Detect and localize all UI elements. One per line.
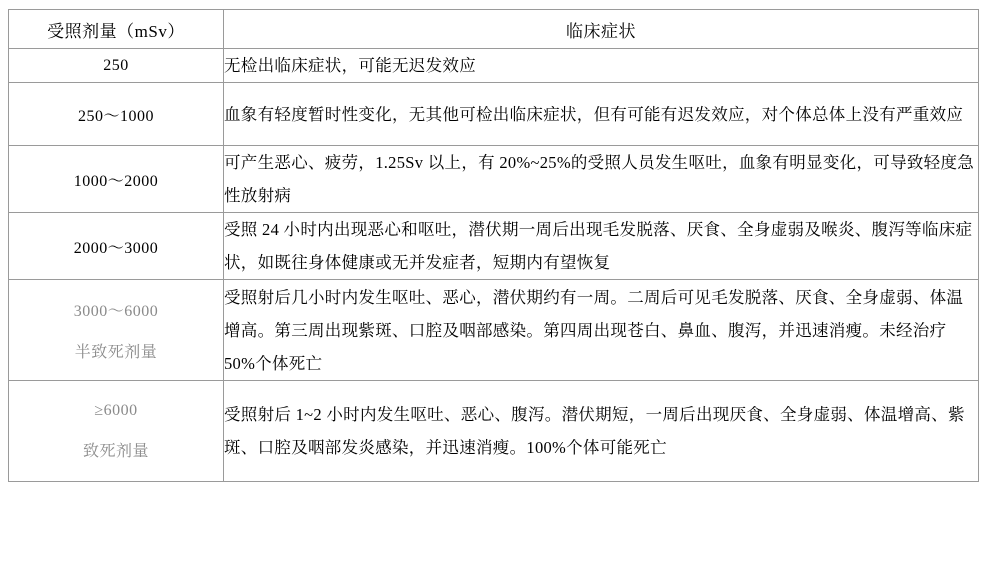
column-header-dose: 受照剂量（mSv） — [9, 10, 224, 49]
radiation-dose-symptom-table — [8, 9, 979, 482]
cell-symptoms: 受照 24 小时内出现恶心和呕吐，潜伏期一周后出现毛发脱落、厌食、全身虚弱及喉炎、腹泻等临床症状，如既往身体健康或无并发症者，短期内有望恢复 — [224, 213, 979, 280]
cell-dose-note: 半致死剂量 — [74, 344, 158, 361]
cell-dose: 250 — [9, 49, 224, 83]
cell-dose: 1000～2000 — [9, 146, 224, 213]
cell-symptoms: 受照射后 1~2 小时内发生呕吐、恶心、腹泻。潜伏期短，一周后出现厌食、全身虚弱、体温增高、紫斑、口腔及咽部发炎感染，并迅速消瘦。100%个体可能死亡 — [224, 381, 979, 482]
cell-dose-value: 3000～6000 — [73, 303, 159, 320]
cell-symptoms: 无检出临床症状，可能无迟发效应 — [224, 49, 979, 83]
table-header-row — [9, 10, 979, 49]
cell-dose: 2000～3000 — [9, 213, 224, 280]
table-row — [9, 381, 979, 482]
cell-dose-value: ≥6000 — [94, 401, 138, 419]
cell-symptoms: 可产生恶心、疲劳，1.25Sv 以上，有 20%~25%的受照人员发生呕吐，血象有明显变化，可导致轻度急性放射病 — [224, 146, 979, 213]
table-row — [9, 49, 979, 83]
table-row — [9, 146, 979, 213]
cell-symptoms: 血象有轻度暂时性变化，无其他可检出临床症状，但有可能有迟发效应，对个体总体上没有严重效应 — [224, 83, 979, 146]
cell-dose: 250～1000 — [9, 83, 224, 146]
cell-dose-note: 致死剂量 — [82, 442, 149, 460]
column-header-symptoms: 临床症状 — [224, 10, 979, 49]
cell-symptoms: 受照射后几小时内发生呕吐、恶心，潜伏期约有一周。二周后可见毛发脱落、厌食、全身虚弱、体温增高。第三周出现紫斑、口腔及咽部感染。第四周出现苍白、鼻血、腹泻，并迅速消瘦。未经治疗 50%个体死亡 — [224, 280, 979, 381]
cell-dose — [9, 280, 224, 381]
cell-dose — [9, 381, 224, 482]
table-row — [9, 213, 979, 280]
table-row — [9, 280, 979, 381]
table-row — [9, 83, 979, 146]
